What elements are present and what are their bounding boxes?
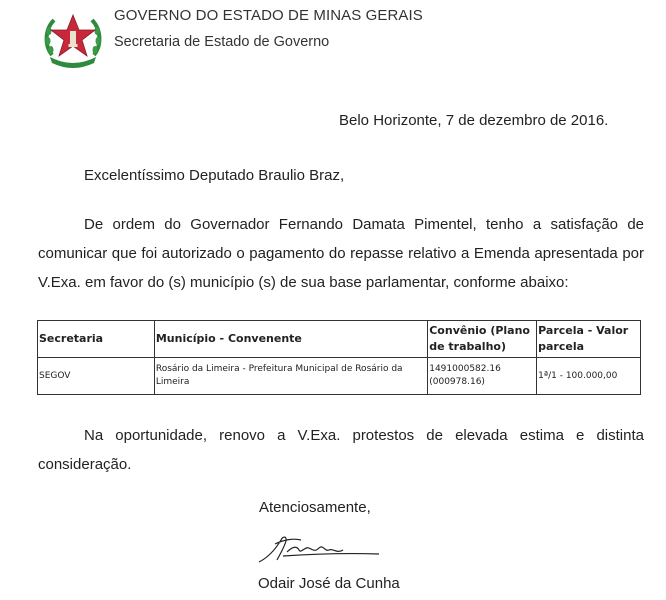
department-name: Secretaria de Estado de Governo bbox=[114, 34, 330, 50]
table-cell: 1491000582.16 (000978.16) bbox=[428, 358, 537, 395]
payment-table bbox=[37, 320, 641, 395]
table-header-cell: Convênio (Plano de trabalho) bbox=[428, 321, 537, 358]
date-line: Belo Horizonte, 7 de dezembro de 2016. bbox=[339, 112, 609, 129]
signer-name: Odair José da Cunha bbox=[258, 575, 400, 592]
paragraph-regards bbox=[38, 421, 644, 479]
table-cell: Rosário da Limeira - Prefeitura Municipal de Rosário da Limeira bbox=[154, 358, 427, 395]
table-cell: 1ª/1 - 100.000,00 bbox=[537, 358, 641, 395]
table-header-cell: Secretaria bbox=[38, 321, 155, 358]
signature-icon bbox=[253, 532, 383, 566]
table-header-cell: Parcela - Valor parcela bbox=[537, 321, 641, 358]
coat-of-arms-icon bbox=[42, 11, 104, 71]
paragraph-regards-text: Na oportunidade, renovo a V.Exa. protestos de elevada estima e distinta consideração. bbox=[38, 427, 644, 473]
paragraph-authorization-text: De ordem do Governador Fernando Damata Pimentel, tenho a satisfação de comunicar que foi autorizado o pagamento do repasse relativo a Emenda apresentada por V.Exa. em favor do (s) município (s) de sua base parlamentar, conforme abaixo: bbox=[38, 216, 644, 291]
government-name: GOVERNO DO ESTADO DE MINAS GERAIS bbox=[114, 7, 423, 24]
table-cell: SEGOV bbox=[38, 358, 155, 395]
table-row bbox=[38, 358, 641, 395]
paragraph-authorization bbox=[38, 210, 644, 297]
closing: Atenciosamente, bbox=[259, 499, 371, 516]
table-header-row bbox=[38, 321, 641, 358]
table-header-cell: Município - Convenente bbox=[154, 321, 427, 358]
salutation: Excelentíssimo Deputado Braulio Braz, bbox=[84, 167, 345, 184]
